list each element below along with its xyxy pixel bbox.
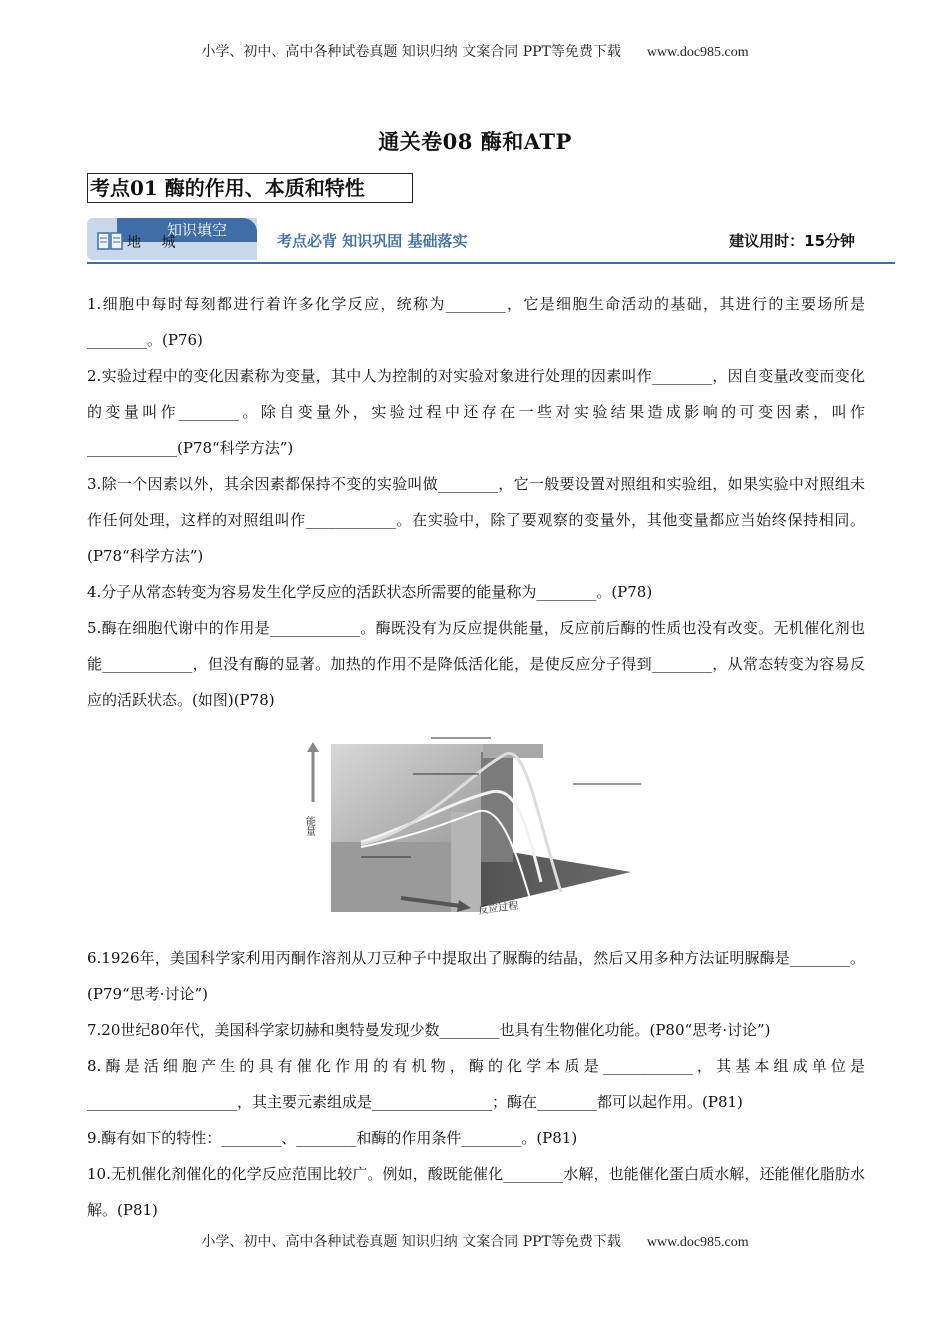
question-1: 1.细胞中每时每刻都进行着许多化学反应，统称为________，它是细胞生命活动的基础，其进行的主要场所是________。(P76) [87, 295, 865, 349]
page-header [0, 41, 950, 61]
header-text: 小学、初中、高中各种试卷真题 知识归纳 文案合同 PPT等免费下载 [201, 44, 621, 60]
activation-energy-figure [301, 732, 647, 918]
figure-y-axis-arrowhead [307, 742, 319, 752]
header-site-link[interactable]: www.doc985.com [646, 45, 749, 60]
figure-ylabel: 能量 [303, 816, 315, 836]
banner-subtitle: 考点必背 知识巩固 基础落实 [277, 232, 468, 250]
question-7: 7.20世纪80年代，美国科学家切赫和奥特曼发现少数________也具有生物催化功能。(P80“思考·讨论”) [87, 1021, 771, 1039]
section-banner [87, 216, 895, 264]
question-4: 4.分子从常态转变为容易发生化学反应的活跃状态所需要的能量称为________。(P78) [87, 583, 653, 601]
banner-rule [87, 262, 895, 264]
question-9: 9.酶有如下的特性：________、________和酶的作用条件________。(P81) [87, 1129, 578, 1147]
question-2: 2.实验过程中的变化因素称为变量，其中人为控制的对实验对象进行处理的因素叫作________，因自变量改变而变化的变量叫作________。除自变量外，实验过程中还存在一些对实验结果造成影响的可变因素，叫作____________(P78“科学方法”) [87, 367, 865, 457]
page-footer [0, 1231, 950, 1251]
question-10: 10.无机催化剂催化的化学反应范围比较广。例如，酸既能催化________水解，也能催化蛋白质水解，还能催化脂肪水解。(P81) [87, 1165, 865, 1219]
page-title: 通关卷08 酶和ATP [378, 129, 572, 154]
question-5: 5.酶在细胞代谢中的作用是____________。酶既没有为反应提供能量，反应前后酶的性质也没有改变。无机催化剂也能____________，但没有酶的显著。加热的作用不是降低活化能，是使反应分子得到________，从常态转变为容易反应的活跃状态。(如图)(P78) [87, 619, 865, 709]
book-icon [97, 231, 123, 251]
question-3: 3.除一个因素以外，其余因素都保持不变的实验叫做________，它一般要设置对照组和实验组，如果实验中对照组未作任何处理，这样的对照组叫作____________。在实验中，除了要观察的变量外，其他变量都应当始终保持相同。(P78“科学方法”) [87, 475, 865, 565]
section-title: 考点01 酶的作用、本质和特性 [87, 173, 413, 203]
suggested-time: 建议用时：15分钟 [729, 232, 855, 250]
banner-badge-label: 知识填空 [167, 221, 228, 239]
figure-step-mid [451, 812, 481, 912]
footer-site-link[interactable]: www.doc985.com [646, 1235, 749, 1250]
footer-text: 小学、初中、高中各种试卷真题 知识归纳 文案合同 PPT等免费下载 [201, 1234, 621, 1250]
question-6: 6.1926年，美国科学家利用丙酮作溶剂从刀豆种子中提取出了脲酶的结晶，然后又用多种方法证明脲酶是________。(P79“思考·讨论”) [87, 949, 865, 1003]
question-8: 8.酶是活细胞产生的具有催化作用的有机物，酶的化学本质是____________，其基本组成单位是____________________，其主要元素组成是________________；酶在________都可以起作用。(P81) [87, 1057, 865, 1111]
banner-glyph: 地 城 [127, 235, 184, 251]
figure-xlabel: 反应过程 [477, 900, 520, 917]
